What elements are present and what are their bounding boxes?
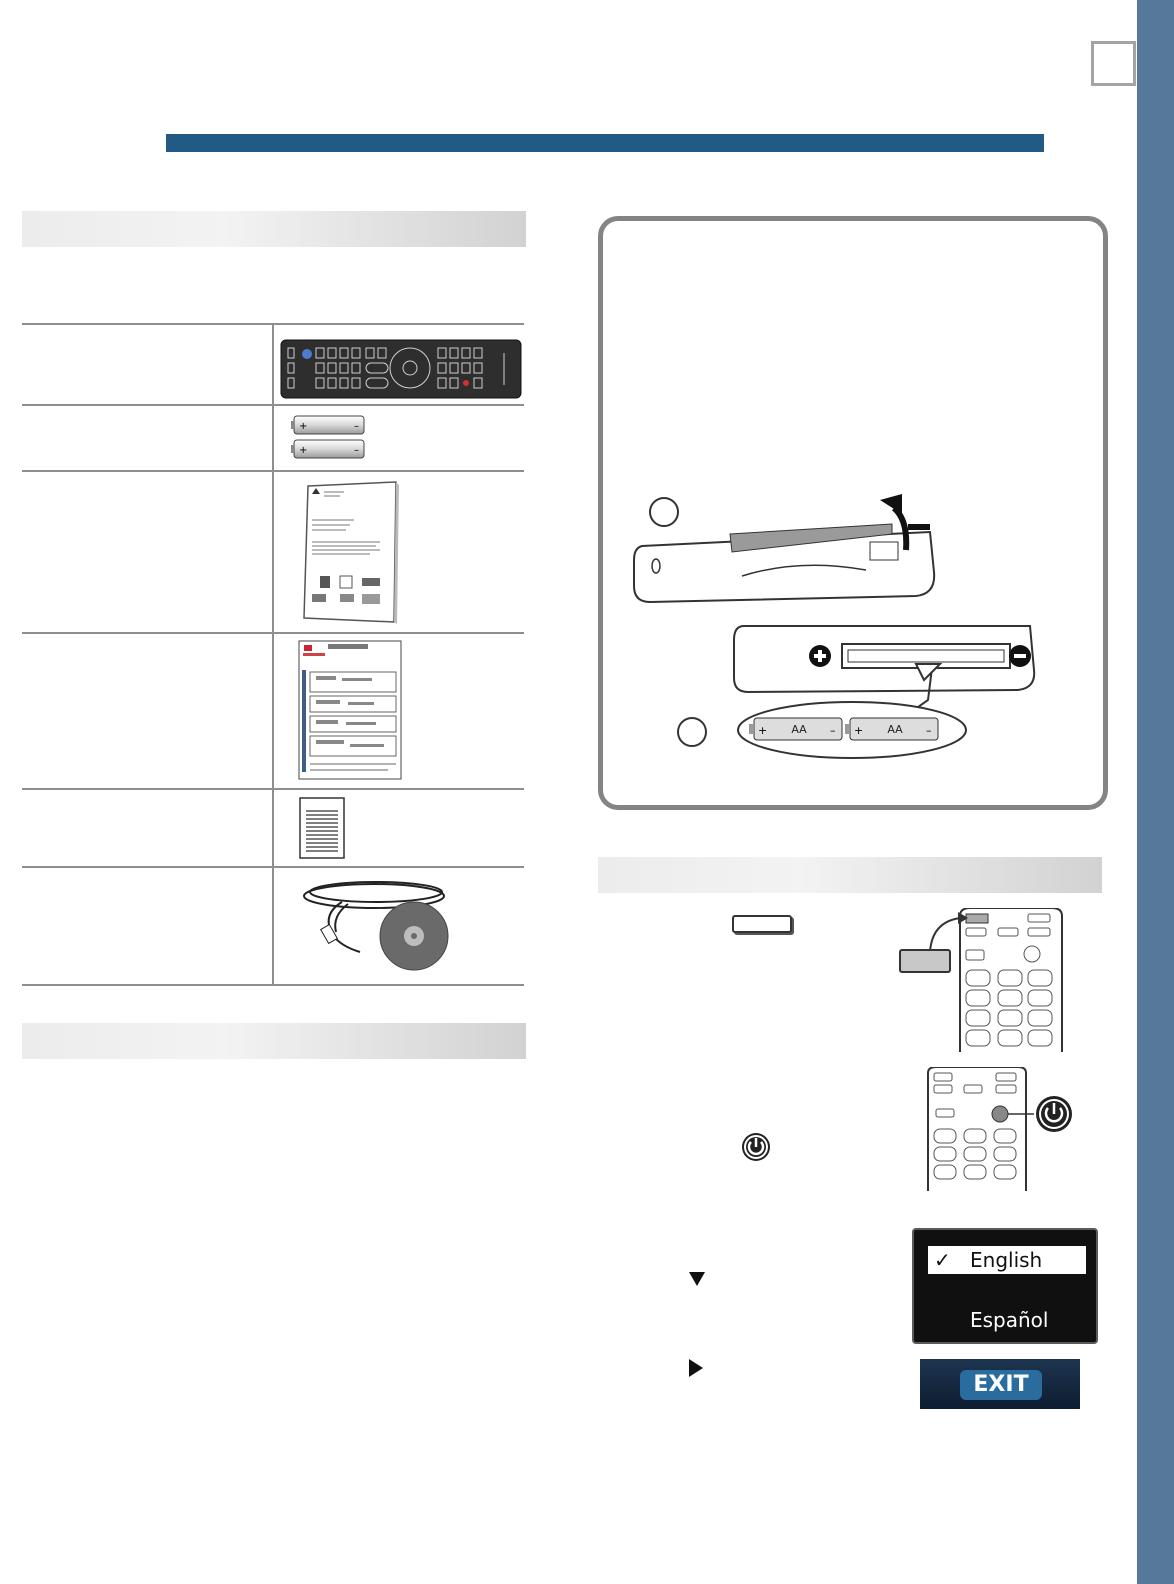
accessories-section-header	[22, 211, 526, 247]
svg-text:–: –	[354, 445, 359, 456]
batteries-image	[290, 414, 370, 462]
setup-section-header	[598, 857, 1102, 893]
right-arrow-icon	[689, 1359, 703, 1377]
svg-text:+: +	[299, 445, 308, 456]
battery-insertion-illustration	[670, 620, 1040, 776]
remote-power-illustration	[920, 1067, 1078, 1191]
svg-text:–: –	[830, 724, 836, 737]
language-option-espanol[interactable]: Español	[970, 1308, 1049, 1332]
svg-text:+: +	[299, 421, 308, 432]
page-number-box	[1091, 41, 1136, 86]
page-title-bar	[166, 134, 1044, 152]
remote-control-image	[280, 339, 522, 399]
power-icon	[740, 1131, 772, 1163]
input-button-icon	[732, 915, 792, 933]
page-side-band	[1137, 0, 1174, 1584]
quick-setup-guide-image	[298, 640, 404, 782]
svg-text:–: –	[354, 421, 359, 432]
owners-guide-image	[300, 480, 400, 625]
second-section-header	[22, 1023, 526, 1059]
check-mark: ✓	[934, 1248, 951, 1272]
cable-and-disc-image	[302, 874, 452, 976]
exit-button[interactable]: EXIT	[973, 1372, 1029, 1397]
battery-label: AA	[887, 723, 903, 736]
remote-top-input-illustration	[898, 908, 1068, 1052]
svg-text:+: +	[854, 724, 864, 737]
warranty-card-image	[299, 797, 347, 859]
down-arrow-icon	[689, 1272, 705, 1286]
language-option-english[interactable]: English	[970, 1248, 1043, 1272]
battery-label: AA	[791, 723, 807, 736]
remote-cover-removal-illustration	[630, 490, 950, 610]
svg-text:–: –	[926, 724, 932, 737]
svg-text:+: +	[758, 724, 768, 737]
table-column-divider	[272, 323, 274, 986]
